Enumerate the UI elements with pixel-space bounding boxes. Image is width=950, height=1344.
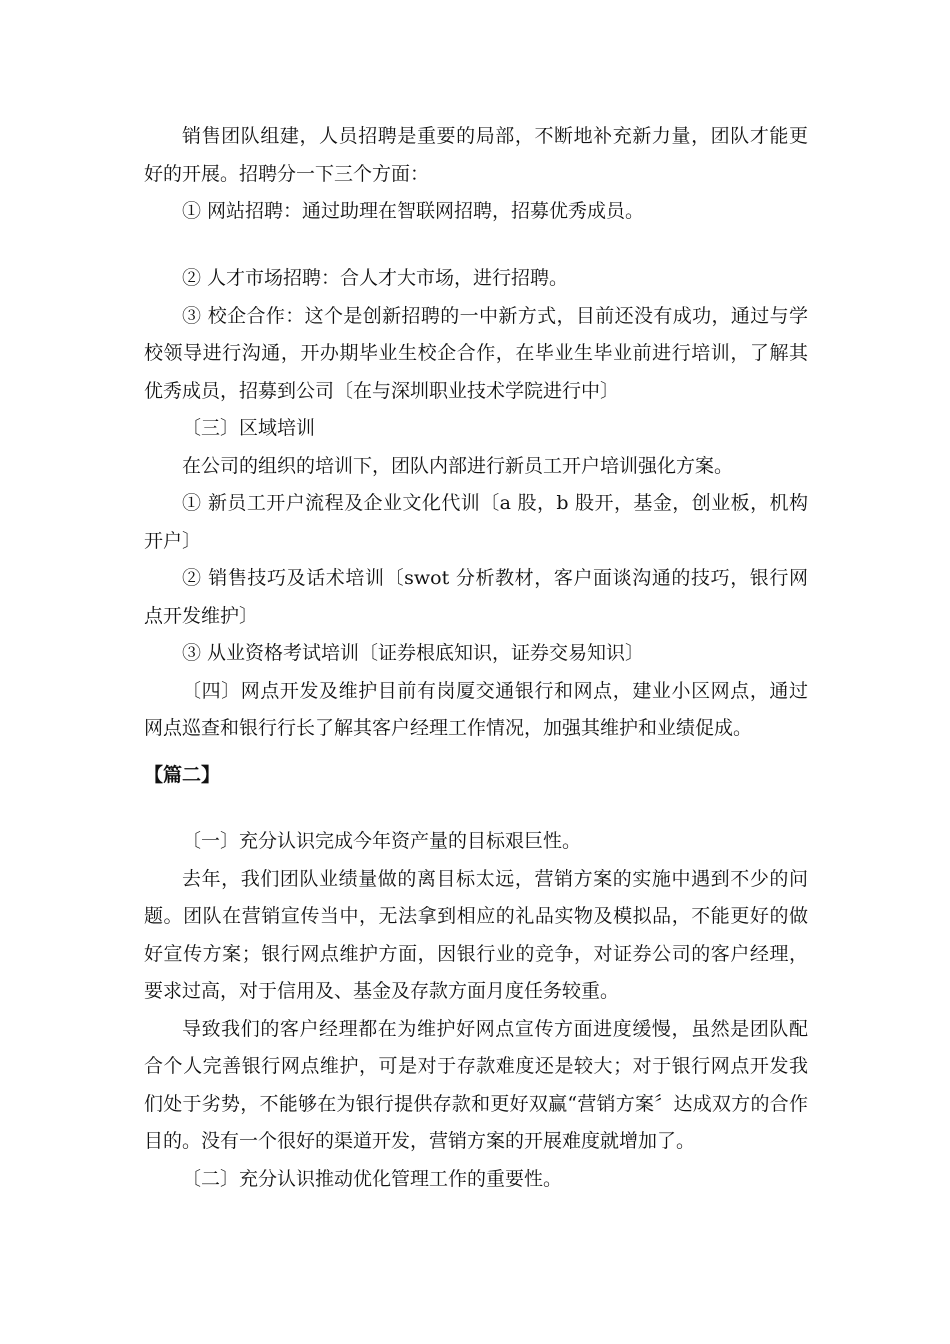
paragraph: 〔四〕网点开发及维护目前有岗厦交通银行和网点，建业小区网点，通过网点巡查和银行行长了解其客户经理工作情况，加强其维护和业绩促成。 [144, 679, 808, 739]
section-title: 【篇二】 [144, 764, 221, 786]
paragraph: ② 销售技巧及话术培训〔swot 分析教材，客户面谈沟通的技巧，银行网点开发维护〕 [144, 567, 808, 627]
paragraph: ③ 从业资格考试培训〔证券根底知识，证券交易知识〕 [182, 642, 645, 664]
paragraph: 销售团队组建，人员招聘是重要的局部，不断地补充新力量，团队才能更好的开展。招聘分一下三个方面： [144, 125, 808, 185]
paragraph: 〔二〕充分认识推动优化管理工作的重要性。 [182, 1167, 563, 1190]
text-block-recruitment-intro [144, 118, 808, 231]
paragraph: ① 网站招聘：通过助理在智联网招聘，招募优秀成员。 [182, 200, 645, 222]
text-block-recruitment-and-training [144, 260, 808, 748]
paragraph: ② 人才市场招聘：合人才大市场，进行招聘。 [182, 267, 569, 289]
text-block-section-two [144, 823, 808, 1198]
paragraph: ③ 校企合作：这个是创新招聘的一中新方式，目前还没有成功，通过与学校领导进行沟通，开办期毕业生校企合作，在毕业生毕业前进行培训，了解其优秀成员，招募到公司〔在与深圳职业技术学院进行中〕 [144, 304, 808, 402]
paragraph: 导致我们的客户经理都在为维护好网点宣传方面进度缓慢，虽然是团队配合个人完善银行网点维护，可是对于存款难度还是较大；对于银行网点开发我们处于劣势，不能够在为银行提供存款和更好双赢“营销方案〞达成双方的合作目的。没有一个很好的渠道开发，营销方案的开展难度就增加了。 [144, 1017, 808, 1152]
paragraph: 〔一〕充分认识完成今年资产量的目标艰巨性。 [182, 830, 582, 852]
paragraph: 去年，我们团队业绩量做的离目标太远，营销方案的实施中遇到不少的问题。团队在营销宣传当中，无法拿到相应的礼品实物及模拟品，不能更好的做好宣传方案；银行网点维护方面，因银行业的竞争，对证券公司的客户经理，要求过高，对于信用及、基金及存款方面月度任务较重。 [144, 867, 808, 1002]
section-heading-block [144, 757, 808, 795]
paragraph: 〔三〕区域培训 [182, 417, 316, 439]
paragraph: ① 新员工开户流程及企业文化代训〔a 股，b 股开，基金，创业板，机构开户〕 [144, 492, 808, 552]
paragraph: 在公司的组织的培训下，团队内部进行新员工开户培训强化方案。 [182, 454, 734, 477]
